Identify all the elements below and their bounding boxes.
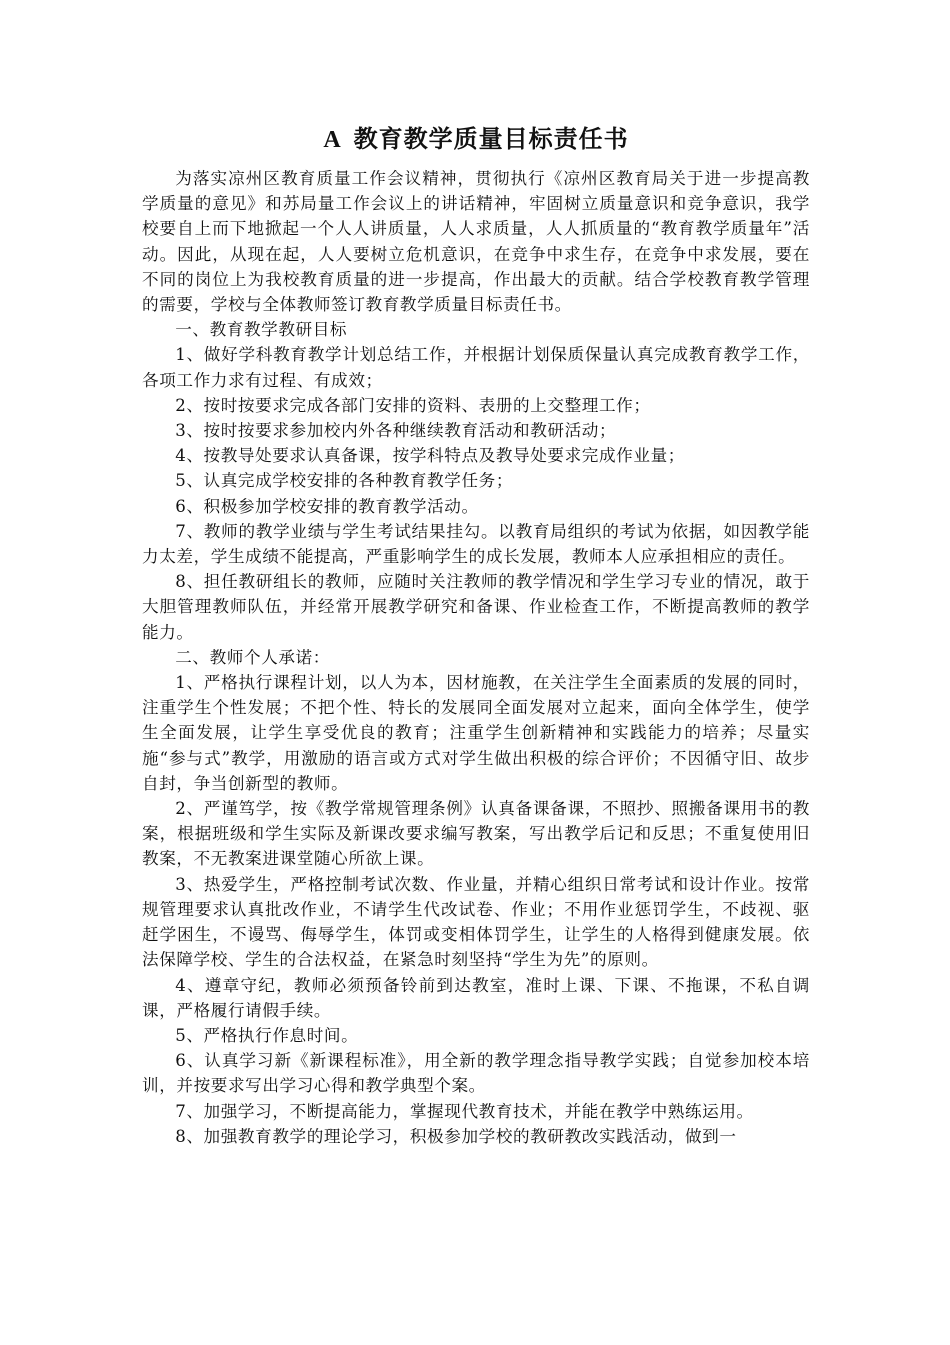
section1-item: 5、认真完成学校安排的各种教育教学任务； — [175, 471, 514, 491]
section1-item: 2、按时按要求完成各部门安排的资料、表册的上交整理工作； — [175, 395, 651, 415]
section1-item: 3、按时按要求参加校内外各种继续教育活动和教研活动； — [175, 421, 617, 441]
section2-item: 3、热爱学生，严格控制考试次数、作业量，并精心组织日常考试和设计作业。按常规管理要求认真批改作业，不请学生代改试卷、作业；不用作业惩罚学生，不歧视、驱赶学困生，不谩骂、侮辱学生，体罚或变相体罚学生，让学生的人格得到健康发展。依法保障学校、学生的合法权益，在紧急时刻坚持“学生为先”的原则。 — [142, 874, 810, 970]
title-lead: A — [323, 127, 342, 153]
document-title — [142, 118, 810, 160]
section2-item: 7、加强学习，不断提高能力，掌握现代教育技术，并能在教学中熟练运用。 — [175, 1101, 754, 1121]
section1-item: 8、担任教研组长的教师，应随时关注教师的教学情况和学生学习专业的情况，敢于大胆管理教师队伍，并经常开展教学研究和备课、作业检查工作，不断提高教师的教学能力。 — [142, 572, 810, 642]
section2-item: 6、认真学习新《新课程标准》，用全新的教学理念指导教学实践；自觉参加校本培训，并按要求写出学习心得和教学典型个案。 — [142, 1051, 810, 1096]
document-page — [142, 118, 810, 1149]
section2-heading: 二、教师个人承诺： — [175, 647, 330, 667]
section1-item: 1、做好学科教育教学计划总结工作，并根据计划保质保量认真完成教育教学工作，各项工作力求有过程、有成效； — [142, 345, 810, 390]
section1-item: 4、按教导处要求认真备课，按学科特点及教导处要求完成作业量； — [175, 446, 685, 466]
section1-item: 7、教师的教学业绩与学生考试结果挂勾。以教育局组织的考试为依据，如因教学能力太差，学生成绩不能提高，严重影响学生的成长发展，教师本人应承担相应的责任。 — [142, 521, 810, 567]
section2-item: 5、严格执行作息时间。 — [175, 1025, 359, 1045]
section2-item: 8、加强教育教学的理论学习，积极参加学校的教研教改实践活动，做到一 — [175, 1126, 737, 1146]
section2-item: 4、遵章守纪，教师必须预备铃前到达教室，准时上课、下课、不拖课，不私自调课，严格履行请假手续。 — [142, 975, 810, 1020]
title-text: 教育教学质量目标责任书 — [353, 124, 629, 153]
section1-item: 6、积极参加学校安排的教育教学活动。 — [175, 496, 479, 516]
section2-item: 1、严格执行课程计划，以人为本，因材施教，在关注学生全面素质的发展的同时，注重学生个性发展；不把个性、特长的发展同全面发展对立起来，面向全体学生，使学生全面发展，让学生享受优良的教育；注重学生创新精神和实践能力的培养；尽量实施“参与式”教学，用激励的语言或方式对学生做出积极的综合评价；不因循守旧、故步自封，争当创新型的教师。 — [142, 673, 810, 793]
intro-paragraph: 为落实凉州区教育质量工作会议精神，贯彻执行《凉州区教育局关于进一步提高教学质量的意见》和苏局量工作会议上的讲话精神，牢固树立质量意识和竞争意识，我学校要自上而下地掀起一个人人讲质量，人人求质量，人人抓质量的“教育教学质量年”活动。因此，从现在起，人人要树立危机意识，在竞争中求生存，在竞争中求发展，要在不同的岗位上为我校教育质量的进一步提高，作出最大的贡献。结合学校教育教学管理的需要，学校与全体教师签订教育教学质量目标责任书。 — [142, 169, 810, 315]
section2-item: 2、严谨笃学，按《教学常规管理条例》认真备课备课，不照抄、照搬备课用书的教案，根据班级和学生实际及新课改要求编写教案，写出教学后记和反思；不重复使用旧教案，不无教案进课堂随心所欲上课。 — [142, 799, 810, 869]
section1-heading: 一、教育教学教研目标 — [175, 320, 348, 340]
